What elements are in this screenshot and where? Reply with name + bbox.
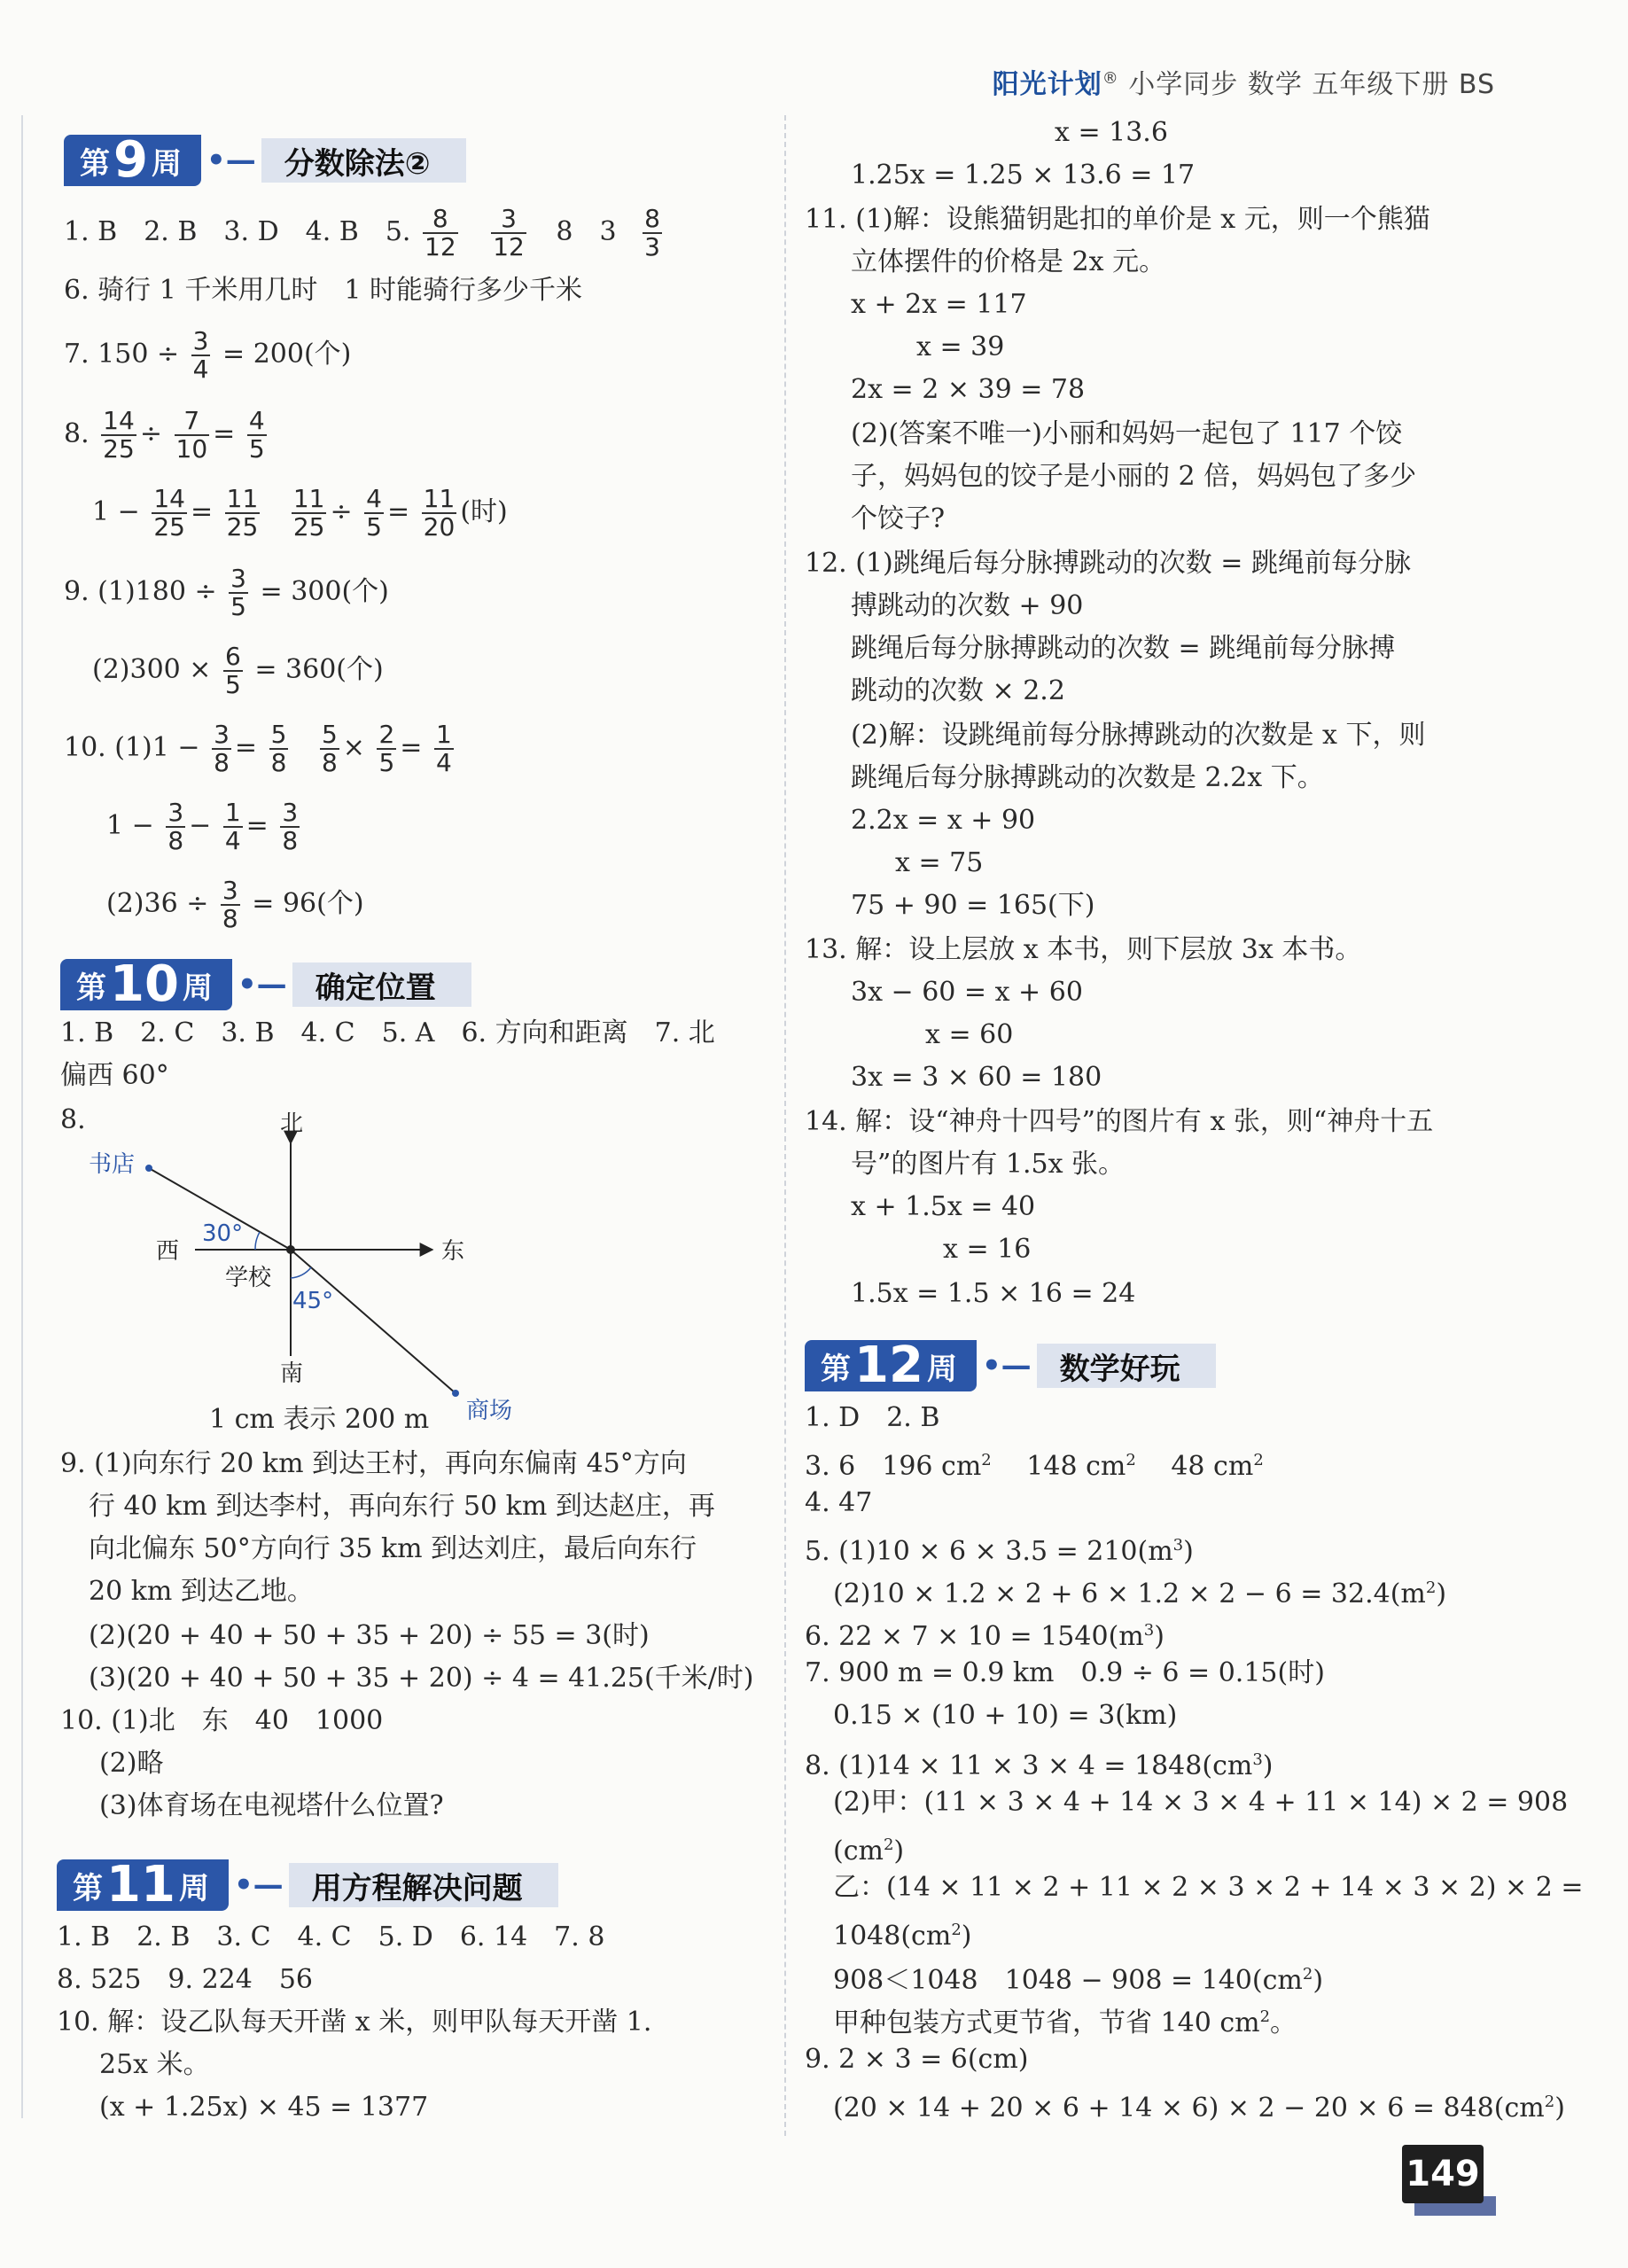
answer-line: (3)(20 + 40 + 50 + 35 + 20) ÷ 4 = 41.25(千米/时) <box>89 1663 754 1694</box>
answer-text: 908＜1048 1048 − 908 = 140(cm <box>833 1965 1303 1996</box>
arrow-icon: •— <box>981 1348 1032 1383</box>
week-prefix: 第 <box>76 970 106 1006</box>
answer-line <box>92 643 384 698</box>
answer-text: (2)10 × 1.2 × 2 + 6 × 1.2 × 2 − 6 = 32.4(m <box>833 1578 1426 1609</box>
answer-line: x = 16 <box>943 1234 1032 1265</box>
fraction: $\frac{14}{25}$ <box>103 406 135 464</box>
answer-line: 6. 骑行 1 千米用几时 1 时能骑行多少千米 <box>64 275 582 306</box>
week-prefix: 第 <box>821 1351 851 1387</box>
page-number: 149 <box>1402 2145 1484 2203</box>
week-12-header <box>805 1337 1216 1394</box>
fraction: $\frac{11}{20}$ <box>423 484 456 542</box>
answer-line: 6. $22 \times 7 \times 10 = 1540(m^3)$ <box>805 1621 1165 1652</box>
answer-line <box>64 328 351 383</box>
mall-label: 商场 <box>466 1398 513 1424</box>
answer-line: 4. 47 <box>805 1487 873 1518</box>
week-topic: 用方程解决问题 <box>289 1863 558 1907</box>
week-number: 12 <box>854 1337 923 1394</box>
answer-line: 0.15 × (10 + 10) = 3(km) <box>833 1700 1178 1731</box>
fraction: $\frac{7}{10}$ <box>175 406 208 464</box>
registered-mark: ® <box>1102 69 1119 88</box>
week-topic: 分数除法② <box>261 138 466 183</box>
angle-arc-30 <box>255 1232 260 1250</box>
week-badge <box>805 1337 977 1394</box>
fraction: $\frac{1}{4}$ <box>435 720 452 777</box>
fraction: $\frac{4}{5}$ <box>366 484 382 542</box>
answer-line: 1. D 2. B <box>805 1402 940 1433</box>
fraction: $\frac{14}{25}$ <box>153 484 185 542</box>
school-point <box>286 1245 295 1254</box>
fraction: $\frac{1}{4}$ <box>224 798 241 855</box>
answer-line: 1. B 2. B 3. C 4. C 5. D 6. 14 7. 8 <box>57 1921 605 1952</box>
answer-text: = 96(个) <box>252 888 364 919</box>
answer-line: 8. $\frac{14}{25}$ ÷ $\frac{7}{10}$ = $\frac{4}{5}$ <box>64 406 265 464</box>
answer-line: x = 13.6 <box>1055 117 1168 148</box>
week-number: 10 <box>110 955 179 1013</box>
answer-line: $(20 \times 14 + 20 \times 6 + 14 \times 6) \times 2 - 20 \times 6 = 848(cm^2)$ <box>833 2093 1565 2124</box>
answer-line: 5. $(1)10 \times 6 \times 3.5 = 210(m^3)$ <box>805 1536 1194 1567</box>
answer-text: 5. (1)10 × 6 × 3.5 = 210(m <box>805 1536 1173 1567</box>
answer-line: (2)(答案不唯一)小丽和妈妈一起包了 117 个饺 <box>851 418 1403 449</box>
answer-text: 甲种包装方式更节省，节省 140 cm <box>833 2007 1260 2038</box>
arrow-icon: •— <box>206 143 256 178</box>
column-divider <box>784 115 786 2136</box>
mall-point <box>452 1390 459 1397</box>
answer-line: 甲种包装方式更节省，节省 140 $cm^2$。 <box>833 2007 1297 2038</box>
fraction: $\frac{5}{8}$ <box>270 720 287 777</box>
answer-line: (2)甲：(11 × 3 × 4 + 14 × 3 × 4 + 11 × 14) × 2 = 908 <box>833 1787 1569 1818</box>
answer-text: 48 cm <box>1171 1451 1254 1482</box>
answer-text: = 200(个) <box>222 339 352 370</box>
answer-line: 1 − $\frac{3}{8}$ − $\frac{1}{4}$ = $\frac{3}{8}$ <box>106 798 299 855</box>
week-number: 9 <box>113 131 148 189</box>
answer-line: (x + 1.25x) × 45 = 1377 <box>99 2092 429 2123</box>
answer-text: 3. 6 196 cm <box>805 1451 982 1482</box>
fraction: $\frac{3}{4}$ <box>192 326 209 384</box>
answer-line: $1048(cm^2)$ <box>833 1921 972 1952</box>
answer-text: 8. (1)14 × 11 × 3 × 4 = 1848(cm <box>805 1750 1253 1781</box>
answer-text: 1 − <box>106 810 154 841</box>
answer-line: 908＜1048 $1048 - 908 = 140(cm^2)$ <box>833 1965 1324 1996</box>
answer-line: $(cm^2)$ <box>833 1835 905 1867</box>
answer-line: 9. 2 × 3 = 6(cm) <box>805 2044 1029 2075</box>
answer-line: $(2)10 \times 1.2 \times 2 + 6 \times 1.2 \times 2 - 6 = 32.4(m^2)$ <box>833 1578 1447 1609</box>
week-number: 11 <box>106 1856 175 1913</box>
south-label: 南 <box>280 1360 304 1387</box>
answer-line <box>64 565 389 620</box>
answer-text: 1. B 2. B 3. D 4. B 5. <box>64 216 411 247</box>
answer-line: 立体摆件的价格是 2x 元。 <box>851 246 1166 277</box>
answer-line <box>64 206 666 261</box>
mall-line <box>291 1250 456 1393</box>
week-suffix: 周 <box>151 145 182 182</box>
answer-line: 3. 6 196 $cm^2$ 148 $cm^2$ 48 $cm^2$ <box>805 1451 1264 1482</box>
arrow-icon: •— <box>233 1867 284 1903</box>
fraction: $\frac{3}{12}$ <box>493 204 525 261</box>
week-10-header <box>60 955 471 1013</box>
answer-line: x + 1.5x = 40 <box>851 1191 1036 1222</box>
answer-line: 8. 525 9. 224 56 <box>57 1964 314 1995</box>
week-suffix: 周 <box>926 1351 957 1387</box>
week-9-header <box>64 131 466 189</box>
fraction: $\frac{11}{25}$ <box>292 484 325 542</box>
answer-text: (20 × 14 + 20 × 6 + 14 × 6) × 2 − 20 × 6 = 848(cm <box>833 2093 1545 2124</box>
fraction: $\frac{8}{12}$ <box>425 204 456 261</box>
fraction: $\frac{3}{8}$ <box>222 876 238 933</box>
fraction: $\frac{6}{5}$ <box>224 642 241 699</box>
week-11-header <box>57 1856 558 1913</box>
left-margin-line <box>21 115 23 2118</box>
page-header <box>993 62 1495 101</box>
week-suffix: 周 <box>178 1870 209 1906</box>
answer-line: 9. (1)向东行 20 km 到达王村，再向东偏南 45°方向 <box>60 1448 687 1479</box>
answer-text: 8. <box>64 418 90 449</box>
week-badge <box>64 131 201 189</box>
answer-line: 子，妈妈包的饺子是小丽的 2 倍，妈妈包了多少 <box>851 461 1417 492</box>
north-label: 北 <box>280 1111 304 1137</box>
answer-line: 1.25x = 1.25 × 13.6 = 17 <box>851 160 1196 191</box>
fraction: $\frac{3}{8}$ <box>214 720 230 777</box>
answer-line: x = 39 <box>916 331 1005 362</box>
week-badge <box>57 1856 229 1913</box>
answer-line: x + 2x = 117 <box>851 289 1027 320</box>
answer-line: 8. $(1)14 \times 11 \times 3 \times 4 = 1848(cm^3)$ <box>805 1750 1274 1781</box>
answer-line: 搏跳动的次数 + 90 <box>851 590 1084 621</box>
answer-line: 10. 解：设乙队每天开凿 x 米，则甲队每天开凿 1. <box>57 2007 652 2038</box>
brand-name: 阳光计划 <box>992 69 1102 100</box>
answer-line: 1.5x = 1.5 × 16 = 24 <box>851 1278 1136 1309</box>
angle-arc-45 <box>291 1267 311 1278</box>
answer-line: 10. (1)北 东 40 1000 <box>60 1705 384 1736</box>
bookstore-point <box>145 1165 152 1172</box>
answer-line: 10. (1)1 − $\frac{3}{8}$ = $\frac{5}{8}$ $\frac{5}{8}$ × $\frac{2}{5}$ = $\frac{1}{4}$ <box>64 720 452 777</box>
answer-text: 9. (1)180 ÷ <box>64 576 217 607</box>
angle-45-label: 45° <box>292 1288 334 1314</box>
answer-text: (2)300 × <box>92 654 212 685</box>
answer-line: 2x = 2 × 39 = 78 <box>851 374 1086 405</box>
fraction: $\frac{4}{5}$ <box>248 406 265 464</box>
answer-line: 跳动的次数 × 2.2 <box>851 675 1065 706</box>
week-badge <box>60 955 232 1013</box>
answer-line: 偏西 60° <box>60 1060 169 1091</box>
book-title: 小学同步 数学 五年级下册 BS <box>1128 69 1495 100</box>
answer-line: 1 − $\frac{14}{25}$ = $\frac{11}{25}$ $\frac{11}{25}$ ÷ $\frac{4}{5}$ = $\frac{11}{20}$ (时) <box>92 484 508 542</box>
answer-text: = 300(个) <box>260 576 389 607</box>
answer-line: 8. <box>60 1104 86 1135</box>
answer-line: 12. (1)跳绳后每分脉搏跳动的次数 = 跳绳前每分脉 <box>805 548 1411 579</box>
angle-30-label: 30° <box>202 1220 244 1247</box>
scale-label: 1 cm 表示 200 m <box>209 1404 430 1435</box>
week-prefix: 第 <box>80 145 110 182</box>
week-prefix: 第 <box>73 1870 103 1906</box>
fraction: $\frac{8}{3}$ <box>644 204 660 261</box>
week-topic: 数学好玩 <box>1037 1344 1216 1388</box>
west-label: 西 <box>156 1238 180 1265</box>
answer-text: 10. (1)1 − <box>64 732 200 763</box>
answer-text: 148 cm <box>1026 1451 1126 1482</box>
school-label: 学校 <box>225 1265 272 1291</box>
answer-text: = 360(个) <box>254 654 384 685</box>
answer-line <box>106 877 364 932</box>
answer-line: 11. (1)解：设熊猫钥匙扣的单价是 x 元，则一个熊猫 <box>805 204 1430 235</box>
answer-line: 3x − 60 = x + 60 <box>851 977 1083 1008</box>
week-topic: 确定位置 <box>292 963 471 1007</box>
answer-line: 14. 解：设“神舟十四号”的图片有 x 张，则“神舟十五 <box>805 1106 1434 1137</box>
answer-line: 个饺子? <box>851 503 946 534</box>
answer-line: 跳绳后每分脉搏跳动的次数 = 跳绳前每分脉搏 <box>851 633 1396 664</box>
answer-text: (时) <box>460 496 508 527</box>
arrow-icon: •— <box>237 967 287 1002</box>
answer-line: (3)体育场在电视塔什么位置? <box>99 1790 444 1821</box>
answer-line: 75 + 90 = 165(下) <box>851 890 1095 921</box>
answer-text: 1048(cm <box>833 1921 952 1952</box>
answer-line: 向北偏东 50°方向行 35 km 到达刘庄，最后向东行 <box>89 1533 697 1564</box>
answer-text: 8 3 <box>556 216 617 247</box>
answer-line: x = 75 <box>895 847 984 878</box>
week-suffix: 周 <box>182 970 213 1006</box>
fraction: $\frac{3}{8}$ <box>167 798 184 855</box>
fraction: $\frac{3}{8}$ <box>282 798 299 855</box>
answer-line: 25x 米。 <box>99 2049 210 2080</box>
answer-line: 跳绳后每分脉搏跳动的次数是 2.2x 下。 <box>851 762 1324 793</box>
position-diagram <box>80 1108 541 1445</box>
answer-line: (2)解：设跳绳前每分脉搏跳动的次数是 x 下，则 <box>851 720 1426 751</box>
answer-line: 13. 解：设上层放 x 本书，则下层放 3x 本书。 <box>805 934 1362 965</box>
fraction: $\frac{2}{5}$ <box>378 720 395 777</box>
answer-line: 7. 900 m = 0.9 km 0.9 ÷ 6 = 0.15(时) <box>805 1657 1325 1688</box>
answer-text: 1 − <box>92 496 140 527</box>
answer-line: 号”的图片有 1.5x 张。 <box>851 1149 1126 1180</box>
fraction: $\frac{11}{25}$ <box>226 484 259 542</box>
answer-text: (cm <box>833 1835 884 1867</box>
answer-line: 行 40 km 到达李村，再向东行 50 km 到达赵庄，再 <box>89 1491 715 1522</box>
answer-line: 2.2x = x + 90 <box>851 805 1036 836</box>
answer-line: (2)略 <box>99 1748 164 1779</box>
answer-line: x = 60 <box>925 1019 1014 1050</box>
answer-line: 1. B 2. C 3. B 4. C 5. A 6. 方向和距离 7. 北 <box>60 1017 715 1048</box>
answer-line: 20 km 到达乙地。 <box>89 1576 314 1607</box>
bookstore-label: 书店 <box>89 1151 136 1178</box>
answer-text: 7. 150 ÷ <box>64 339 180 370</box>
east-label: 东 <box>441 1238 465 1265</box>
fraction: $\frac{3}{5}$ <box>230 564 246 621</box>
fraction: $\frac{5}{8}$ <box>321 720 338 777</box>
answer-text: 6. 22 × 7 × 10 = 1540(m <box>805 1621 1144 1652</box>
answer-line: 3x = 3 × 60 = 180 <box>851 1062 1102 1093</box>
answer-line: (2)(20 + 40 + 50 + 35 + 20) ÷ 55 = 3(时) <box>89 1620 650 1651</box>
answer-text: (2)36 ÷ <box>106 888 209 919</box>
answer-line: 乙：(14 × 11 × 2 + 11 × 2 × 3 × 2 + 14 × 3 × 2) × 2 = <box>833 1872 1584 1903</box>
